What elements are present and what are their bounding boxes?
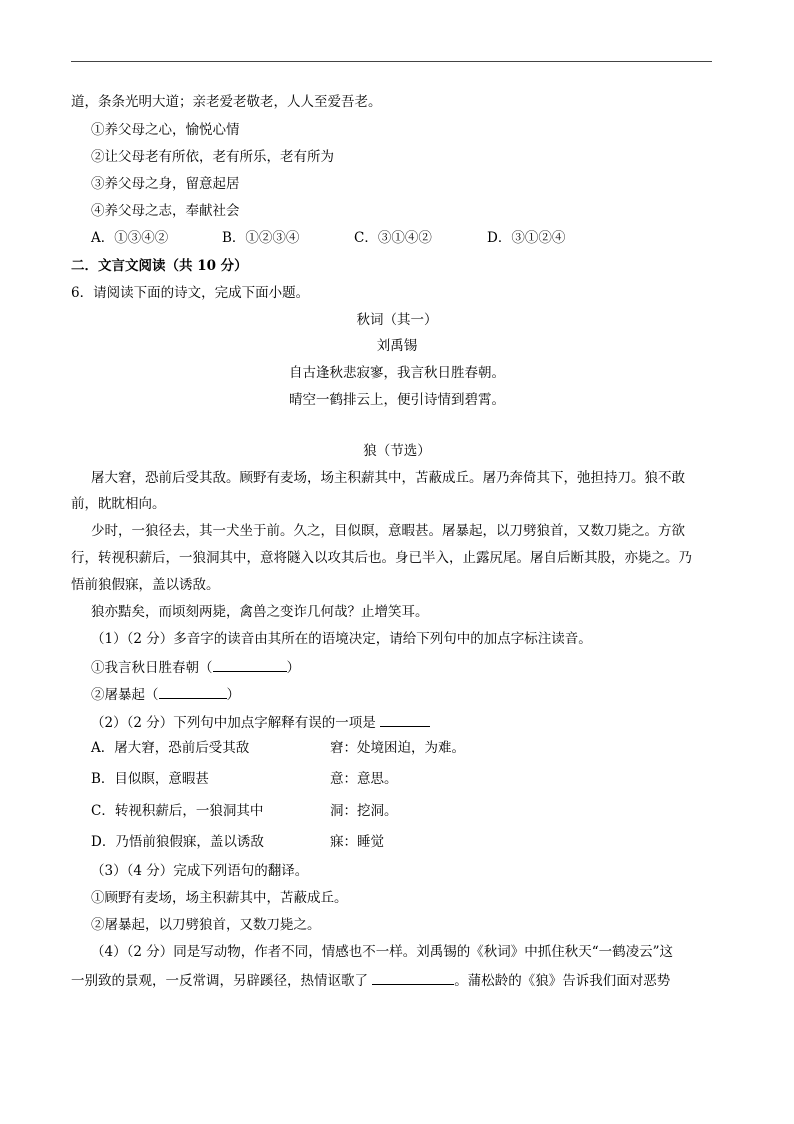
prose-p1-line-2: 前，眈眈相向。: [71, 496, 166, 512]
sub2-option-c-gloss: 洞：挖洞。: [330, 803, 398, 819]
sub1-item-b-close: ）: [226, 687, 240, 703]
sub2-option-d-sentence: D．乃悟前狼假寐，盖以诱敌: [91, 834, 264, 850]
sub2-option-b-sentence: B．目似瞑，意暇甚: [91, 771, 209, 787]
sub4-line-2-a: 一别致的景观，一反常调，另辟蹊径，热情讴歌了: [71, 973, 368, 989]
sub3-item-a: ①顾野有麦场，场主积薪其中，苫蔽成丘。: [91, 890, 348, 906]
prose-p2-line-2: 行，转视积薪后，一狼洞其中，意将隧入以攻其后也。身已半入，止露尻尾。屠自后断其股，亦毙之。乃: [71, 550, 692, 566]
poem-line-2: 晴空一鹤排云上，便引诗情到碧霄。: [289, 392, 505, 408]
poem-line-1: 自古逢秋悲寂寥，我言秋日胜春朝。: [289, 365, 505, 381]
prose-title: 狼（节选）: [363, 443, 431, 459]
sub4-line-2: [71, 970, 670, 990]
sub2-option-a-gloss: 窘：处境困迫，为难。: [330, 740, 465, 756]
sub1-item-a-text: ①我言秋日胜春朝（: [91, 660, 213, 676]
q6-stem: 6．请阅读下面的诗文，完成下面小题。: [71, 285, 310, 301]
sub2-option-d: [91, 833, 711, 851]
sub4-line-1: （4）（2 分）同是写动物，作者不同，情感也不一样。刘禹锡的《秋词》中抓住秋天“一鹤凌云”这: [91, 944, 674, 960]
header-rule: [71, 61, 712, 62]
q5-item-4: ④养父母之志，奉献社会: [91, 203, 240, 219]
q5-option-b: B．①②③④: [222, 230, 300, 246]
q5-item-3: ③养父母之身，留意起居: [91, 176, 240, 192]
sub3-item-b: ②屠暴起，以刀劈狼首，又数刀毙之。: [91, 917, 321, 933]
answer-blank[interactable]: [159, 684, 227, 699]
sub2-option-c: [91, 802, 711, 820]
q5-option-d: D．③①②④: [487, 230, 566, 246]
prose-p3: 狼亦黠矣，而顷刻两毙，禽兽之变诈几何哉？止增笑耳。: [91, 604, 429, 620]
sub1-item-b-text: ②屠暴起（: [91, 687, 159, 703]
q5-option-c: C．③①④②: [354, 230, 432, 246]
sub3-stem: （3）（4 分）完成下列语句的翻译。: [91, 863, 309, 879]
sub2-option-b: [91, 770, 711, 788]
poem-title: 秋词（其一）: [356, 312, 438, 328]
poem-author: 刘禹锡: [376, 338, 418, 354]
prose-p2-line-1: 少时，一狼径去，其一犬坐于前。久之，目似瞑，意暇甚。屠暴起，以刀劈狼首，又数刀毙之。方欲: [91, 523, 685, 539]
q5-item-1: ①养父母之心，愉悦心情: [91, 122, 240, 138]
prose-p2-line-3: 悟前狼假寐，盖以诱敌。: [71, 577, 220, 593]
sub1-stem: （1）（2 分）多音字的读音由其所在的语境决定，请给下列句中的加点字标注读音。: [91, 631, 592, 647]
sub2-option-a-sentence: A．屠大窘，恐前后受其敌: [91, 740, 250, 756]
sub2-stem: （2）（2 分）下列句中加点字解释有误的一项是: [91, 715, 376, 731]
sub1-item-a-close: ）: [286, 660, 300, 676]
sub2-line: [91, 712, 430, 732]
prose-p1-line-1: 屠大窘，恐前后受其敌。顾野有麦场，场主积薪其中，苫蔽成丘。屠乃奔倚其下，弛担持刀。狼不敢: [91, 470, 685, 486]
sub4-line-2-b: 。蒲松龄的《狼》告诉我们面对恶势: [454, 973, 671, 989]
sub2-option-a: [91, 739, 711, 757]
answer-blank[interactable]: [380, 712, 430, 727]
q5-item-2: ②让父母老有所依，老有所乐，老有所为: [91, 149, 334, 165]
sub2-option-c-sentence: C．转视积薪后，一狼洞其中: [91, 803, 264, 819]
q5-intro: 道，条条光明大道；亲老爱老敬老，人人至爱吾老。: [71, 94, 382, 110]
answer-blank[interactable]: [213, 657, 287, 672]
sub2-option-d-gloss: 寐：睡觉: [330, 834, 384, 850]
sub1-item-b: [91, 684, 240, 704]
sub1-item-a: [91, 657, 300, 677]
q5-options: [91, 229, 565, 247]
section-heading: 二．文言文阅读（共 10 分）: [71, 258, 248, 274]
answer-blank[interactable]: [372, 970, 454, 985]
sub2-option-b-gloss: 意：意思。: [330, 771, 398, 787]
q5-option-a: A．①③④②: [91, 230, 169, 246]
